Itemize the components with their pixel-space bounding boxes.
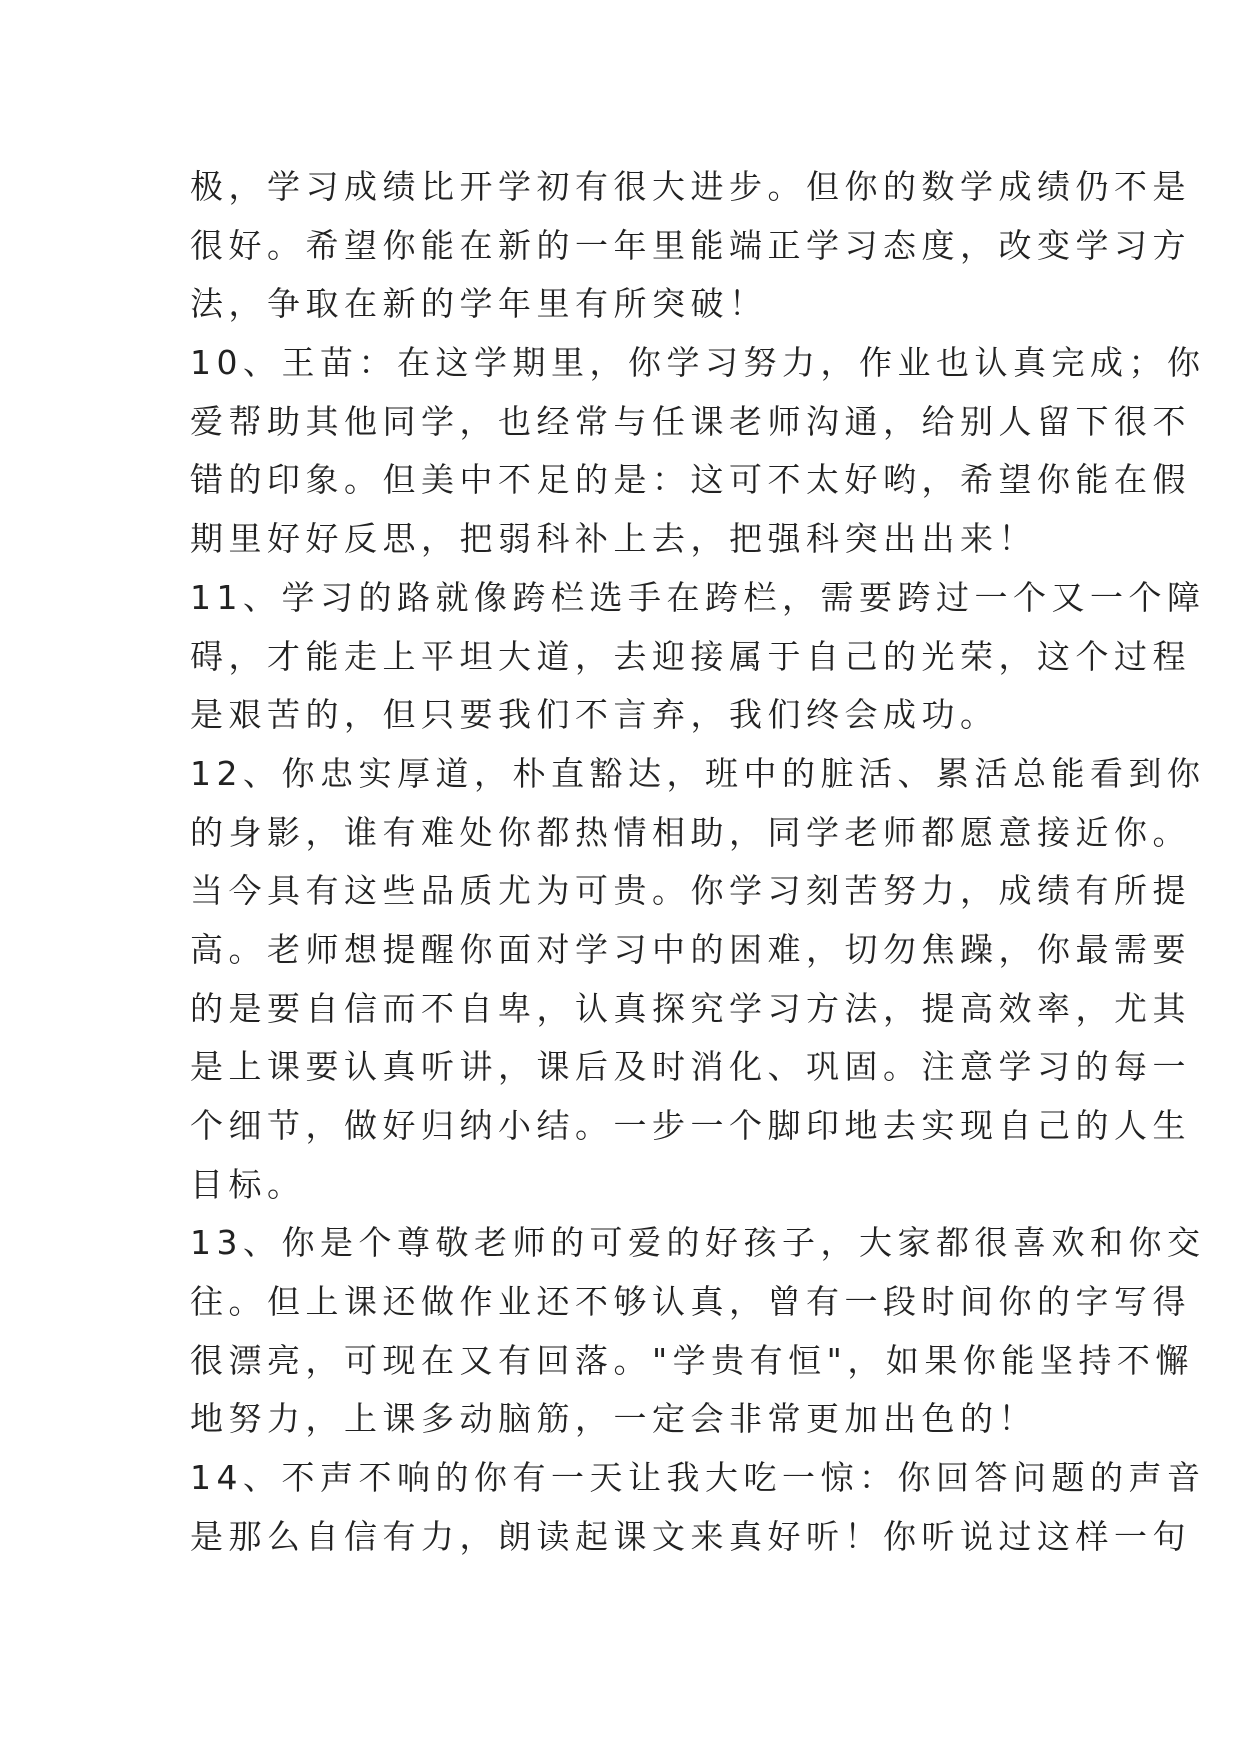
text-line: 错的印象。但美中不足的是：这可不太好哟，希望你能在假: [190, 460, 1191, 500]
paragraph-10-start: 10、王苗：在这学期里，你学习努力，作业也认真完成；你: [190, 343, 1206, 383]
text-line: 是那么自信有力，朗读起课文来真好听！你听说过这样一句: [190, 1516, 1191, 1556]
text-line: 往。但上课还做作业还不够认真，曾有一段时间你的字写得: [190, 1282, 1191, 1322]
text-line: 爱帮助其他同学，也经常与任课老师沟通，给别人留下很不: [190, 401, 1191, 441]
text-line: 的是要自信而不自卑，认真探究学习方法，提高效率，尤其: [190, 988, 1191, 1028]
text-line: 碍，才能走上平坦大道，去迎接属于自己的光荣，这个过程: [190, 636, 1191, 676]
text-line: 期里好好反思，把弱科补上去，把强科突出出来！: [190, 519, 1037, 559]
text-line: 高。老师想提醒你面对学习中的困难，切勿焦躁，你最需要: [190, 929, 1191, 969]
text-line: 极，学习成绩比开学初有很大进步。但你的数学成绩仍不是: [190, 167, 1191, 206]
text-line: 当今具有这些品质尤为可贵。你学习刻苦努力，成绩有所提: [190, 871, 1191, 911]
text-line: 目标。: [190, 1164, 306, 1204]
paragraph-12-start: 12、你忠实厚道，朴直豁达，班中的脏活、累活总能看到你: [190, 753, 1206, 793]
paragraph-13-start: 13、你是个尊敬老师的可爱的好孩子，大家都很喜欢和你交: [190, 1223, 1206, 1263]
text-line: 个细节，做好归纳小结。一步一个脚印地去实现自己的人生: [190, 1106, 1191, 1145]
text-line: 很好。希望你能在新的一年里能端正学习态度，改变学习方: [190, 225, 1191, 265]
text-line: 地努力，上课多动脑筋，一定会非常更加出色的！: [190, 1399, 1037, 1439]
document-body: [190, 158, 1206, 1567]
paragraph-11-start: 11、学习的路就像跨栏选手在跨栏，需要跨过一个又一个障: [190, 577, 1206, 617]
text-line: 是上课要认真听讲，课后及时消化、巩固。注意学习的每一: [190, 1047, 1191, 1087]
text-line: 很漂亮，可现在又有回落。"学贵有恒"，如果你能坚持不懈: [190, 1340, 1194, 1380]
paragraph-14-start: 14、不声不响的你有一天让我大吃一惊：你回答问题的声音: [190, 1458, 1206, 1498]
text-line: 法，争取在新的学年里有所突破！: [190, 284, 768, 324]
text-line: 是艰苦的，但只要我们不言弃，我们终会成功。: [190, 695, 999, 735]
text-line: 的身影，谁有难处你都热情相助，同学老师都愿意接近你。: [190, 812, 1191, 852]
